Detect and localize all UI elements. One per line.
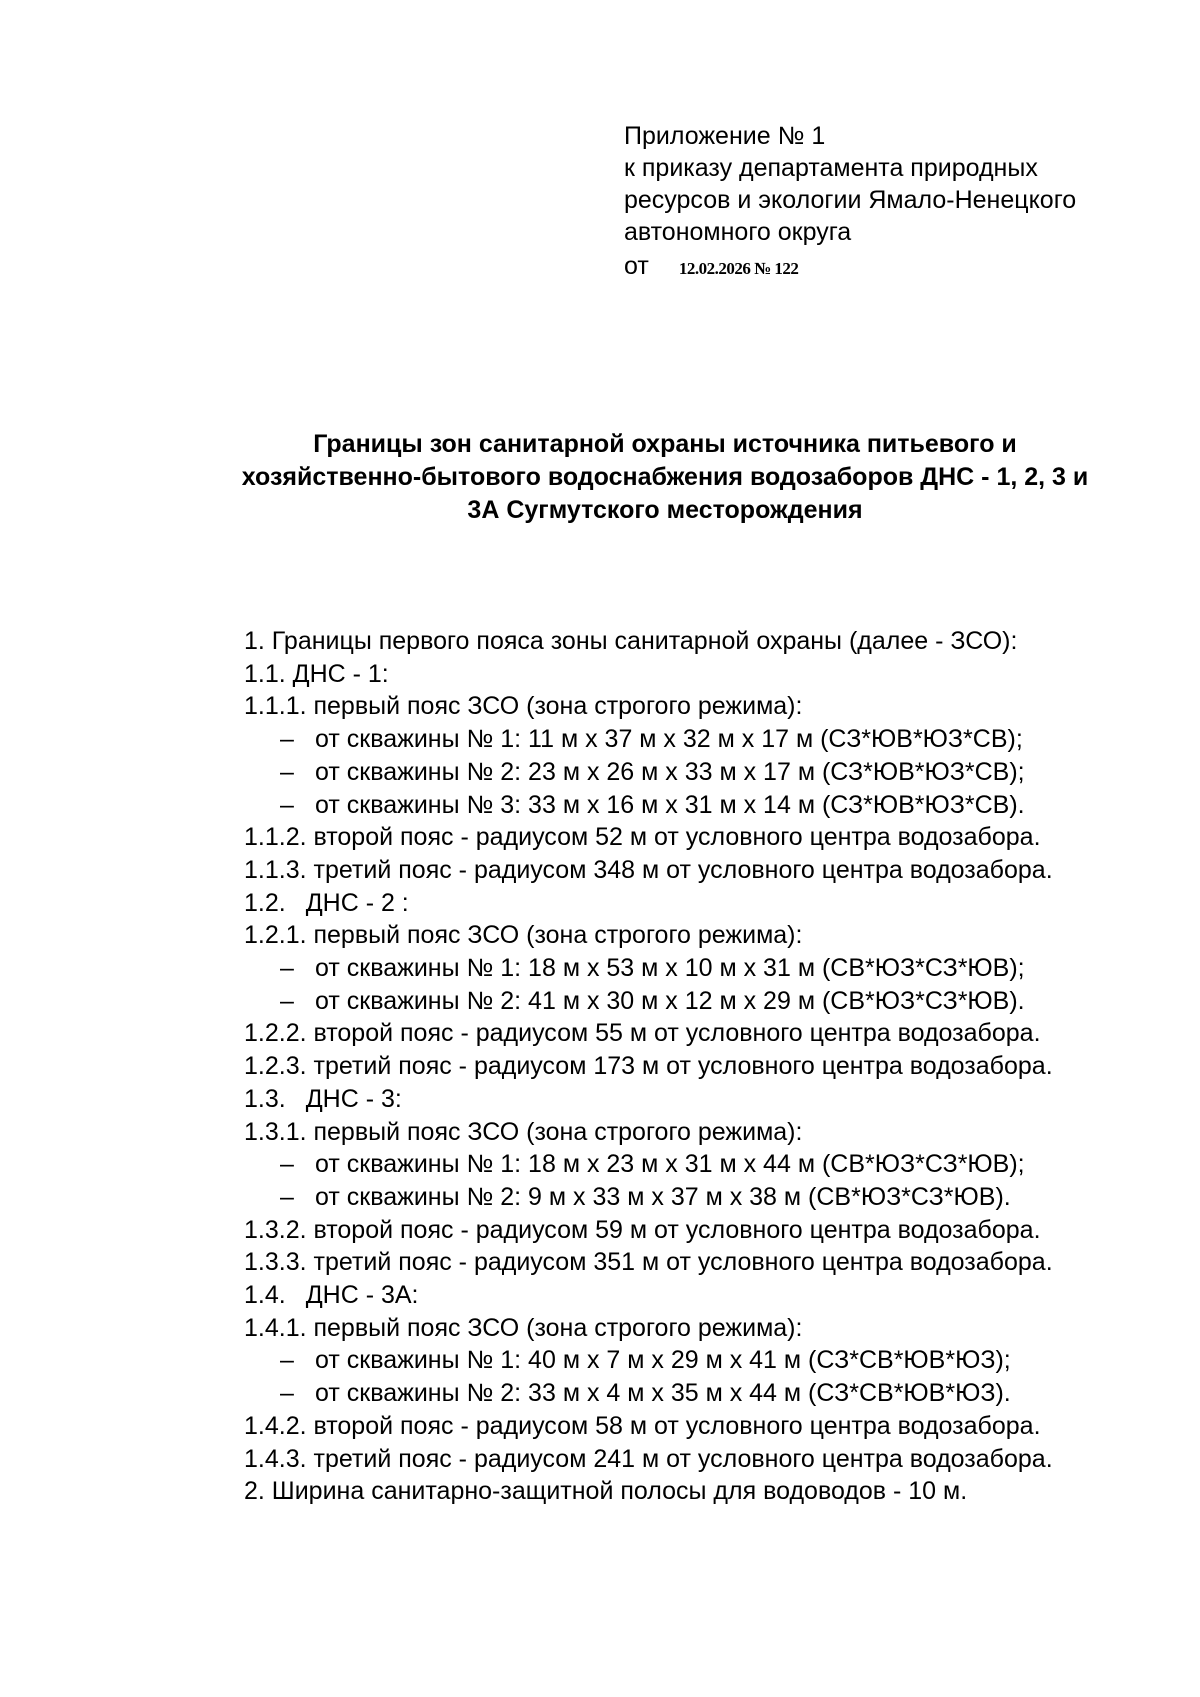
annex-order-line: к приказу департамента природных — [624, 154, 1038, 182]
section-1-2-3: 1.2.3. третий пояс - радиусом 173 м от условного центра водозабора. — [244, 1052, 1053, 1081]
dash-marker: – — [280, 757, 294, 786]
annex-header — [624, 120, 1184, 285]
section-1-2-1: 1.2.1. первый пояс ЗСО (зона строгого режима): — [244, 921, 803, 950]
section-2: 2. Ширина санитарно-защитной полосы для водоводов - 10 м. — [244, 1477, 968, 1506]
section-1-3-2: 1.3.2. второй пояс - радиусом 59 м от условного центра водозабора. — [244, 1215, 1041, 1244]
section-1-3-heading — [244, 1083, 1194, 1116]
dash-marker: – — [280, 1150, 294, 1179]
list-item — [244, 952, 1194, 985]
dash-marker: – — [280, 1346, 294, 1375]
dash-marker: – — [280, 725, 294, 754]
title-line-2: хозяйственно-бытового водоснабжения водозаборов ДНС - 1, 2, 3 и — [241, 463, 1089, 491]
list-item-text: от скважины № 2: 23 м х 26 м х 33 м х 17 м (СЗ*ЮВ*ЮЗ*СВ); — [315, 757, 1025, 786]
annex-date-prefix: от — [624, 252, 649, 280]
list-item — [244, 1344, 1194, 1377]
section-label: ДНС - 3А: — [305, 1281, 419, 1310]
section-1-4-heading — [244, 1279, 1194, 1312]
document-title — [130, 428, 1200, 527]
list-item-text: от скважины № 2: 41 м х 30 м х 12 м х 29 м (СВ*ЮЗ*СЗ*ЮВ). — [315, 986, 1025, 1015]
title-line-1: Границы зон санитарной охраны источника питьевого и — [313, 430, 1017, 458]
annex-date-line — [624, 250, 1184, 285]
list-item-text: от скважины № 1: 18 м х 23 м х 31 м х 44 м (СВ*ЮЗ*СЗ*ЮВ); — [315, 1150, 1025, 1179]
list-item — [244, 985, 1194, 1018]
list-item-text: от скважины № 3: 33 м х 16 м х 31 м х 14 м (СЗ*ЮВ*ЮЗ*СВ). — [315, 790, 1025, 819]
section-1-1-3: 1.1.3. третий пояс - радиусом 348 м от условного центра водозабора. — [244, 855, 1053, 884]
list-item — [244, 1377, 1194, 1410]
section-number: 1.4. — [244, 1281, 286, 1310]
list-item — [244, 723, 1194, 756]
section-1-1-2: 1.1.2. второй пояс - радиусом 52 м от условного центра водозабора. — [244, 823, 1041, 852]
title-line-3: 3А Сугмутского месторождения — [467, 496, 863, 524]
section-1-heading: 1. Границы первого пояса зоны санитарной охраны (далее - ЗСО): — [244, 627, 1018, 655]
annex-number: Приложение № 1 — [624, 122, 826, 150]
document-body — [244, 625, 1194, 1508]
section-1-4-1: 1.4.1. первый пояс ЗСО (зона строгого режима): — [244, 1313, 803, 1342]
section-1-1-1: 1.1.1. первый пояс ЗСО (зона строгого режима): — [244, 692, 803, 721]
annex-date-stamp: 12.02.2026 № 122 — [678, 259, 799, 278]
list-item-text: от скважины № 1: 40 м х 7 м х 29 м х 41 м (СЗ*СВ*ЮВ*ЮЗ); — [315, 1346, 1011, 1375]
dash-marker: – — [280, 954, 294, 983]
section-number: 1.2. — [244, 888, 286, 917]
section-1-3-1: 1.3.1. первый пояс ЗСО (зона строгого режима): — [244, 1117, 803, 1146]
dash-marker: – — [280, 790, 294, 819]
list-item-text: от скважины № 1: 18 м х 53 м х 10 м х 31 м (СВ*ЮЗ*СЗ*ЮВ); — [315, 954, 1025, 983]
section-label: ДНС - 3: — [305, 1084, 402, 1113]
section-number: 1.3. — [244, 1084, 286, 1113]
list-item — [244, 1181, 1194, 1214]
section-1-2-heading — [244, 887, 1194, 920]
dash-marker: – — [280, 1379, 294, 1408]
annex-region-line: автономного округа — [624, 218, 852, 246]
annex-department-line: ресурсов и экологии Ямало-Ненецкого — [624, 186, 1077, 214]
list-item-text: от скважины № 2: 9 м х 33 м х 37 м х 38 м (СВ*ЮЗ*СЗ*ЮВ). — [315, 1182, 1011, 1211]
section-1-2-2: 1.2.2. второй пояс - радиусом 55 м от условного центра водозабора. — [244, 1019, 1041, 1048]
list-item — [244, 756, 1194, 789]
section-1-4-3: 1.4.3. третий пояс - радиусом 241 м от условного центра водозабора. — [244, 1444, 1053, 1473]
list-item — [244, 789, 1194, 822]
section-1-4-2: 1.4.2. второй пояс - радиусом 58 м от условного центра водозабора. — [244, 1411, 1041, 1440]
list-item — [244, 1148, 1194, 1181]
list-item-text: от скважины № 1: 11 м х 37 м х 32 м х 17 м (СЗ*ЮВ*ЮЗ*СВ); — [315, 725, 1023, 754]
section-label: ДНС - 2 : — [305, 888, 409, 917]
dash-marker: – — [280, 1182, 294, 1211]
section-1-1-heading: 1.1. ДНС - 1: — [244, 659, 389, 688]
section-1-3-3: 1.3.3. третий пояс - радиусом 351 м от условного центра водозабора. — [244, 1248, 1053, 1277]
list-item-text: от скважины № 2: 33 м х 4 м х 35 м х 44 м (СЗ*СВ*ЮВ*ЮЗ). — [315, 1379, 1011, 1408]
dash-marker: – — [280, 986, 294, 1015]
